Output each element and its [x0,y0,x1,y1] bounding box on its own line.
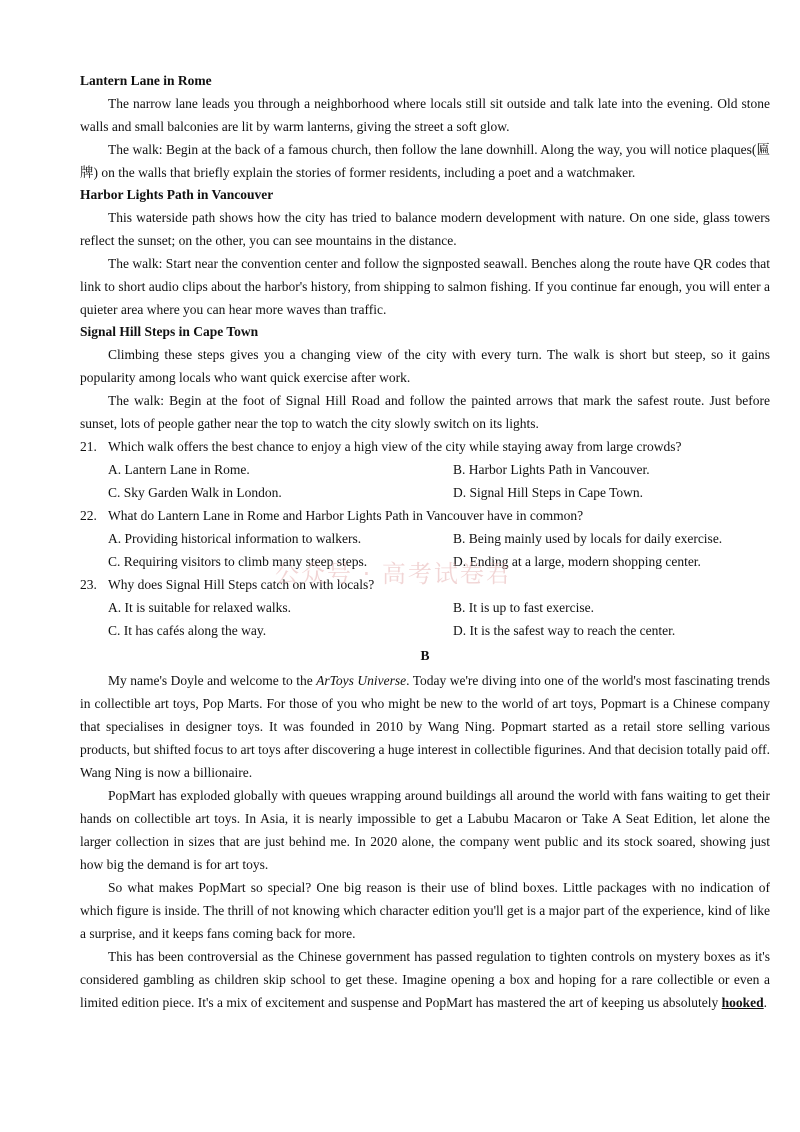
option-c: C. Requiring visitors to climb many steep steps. [108,554,368,569]
underlined-word: hooked [721,995,764,1010]
walk-route: The walk: Begin at the back of a famous church, then follow the lane downhill. Along the way, you will notice plaques(匾牌) on the walls that briefly explain the stories of former residents, including a poet and a watchmaker. [80,142,770,180]
options-21 [80,458,770,504]
question-text: Why does Signal Hill Steps catch on with locals? [108,577,375,592]
option-d: D. Signal Hill Steps in Cape Town. [453,485,644,500]
question-number: 22. [80,508,97,523]
option-b: B. Harbor Lights Path in Vancouver. [453,462,650,477]
passage-text: . [763,995,768,1010]
passage-text: This has been controversial as the Chinese government has passed regulation to tighten controls on mystery boxes as it's considered gambling as children skip school to get these. Imagine opening a box and hoping for a rare collectible or even a limited edition piece. It's a mix of excitement and suspense and PopMart has mastered the art of keeping us absolutely [80,949,770,1010]
question-number: 23. [80,577,97,592]
option-d: D. It is the safest way to reach the center. [453,623,676,638]
option-a: A. Providing historical information to walkers. [108,531,362,546]
option-a: A. It is suitable for relaxed walks. [108,600,291,615]
walk-heading: Signal Hill Steps in Cape Town [80,324,259,339]
question-number: 21. [80,439,97,454]
watermark: 公众号 · 高考试卷君 [275,560,512,588]
question-text: What do Lantern Lane in Rome and Harbor Lights Path in Vancouver have in common? [108,508,584,523]
option-b: B. Being mainly used by locals for daily exercise. [453,531,723,546]
walk-description: This waterside path shows how the city has tried to balance modern development with nature. On one side, glass towers reflect the sunset; on the other, you can see mountains in the distance. [80,210,770,248]
passage-text: . Today we're diving into one of the world's most fascinating trends in collectible art toys, Pop Marts. For those of you who might be new to the world of art toys, Popmart is a Chinese company that specialises in designer toys. It was founded in 2010 by Wang Ning. Popmart started as a retail store selling various products, but shifted focus to art toys after discovering a huge interest in collectible figurines. And that decision totally paid off. Wang Ning is now a billionaire. [80,673,770,780]
show-title: ArToys Universe [316,673,407,688]
section-label: B [420,648,430,663]
question-22 [80,504,770,527]
question-text: Which walk offers the best chance to enjoy a high view of the city while staying away from large crowds? [108,439,682,454]
walk-heading: Lantern Lane in Rome [80,73,212,88]
option-c: C. Sky Garden Walk in London. [108,485,282,500]
question-21 [80,435,770,458]
walk-heading: Harbor Lights Path in Vancouver [80,187,274,202]
question-23 [80,573,770,596]
option-d: D. Ending at a large, modern shopping center. [453,554,701,569]
passage-text: My name's Doyle and welcome to the [108,673,317,688]
option-c: C. It has cafés along the way. [108,623,267,638]
walk-route: The walk: Start near the convention center and follow the signposted seawall. Benches along the route have QR codes that link to short audio clips about the harbor's history, from shipping to salmon fishing. If you continue far enough, you will enter a quieter area where you can hear more waves than traffic. [80,256,770,317]
walk-description: Climbing these steps gives you a changing view of the city with every turn. The walk is short but steep, so it gains popularity among locals who want quick exercise after work. [80,347,770,385]
option-a: A. Lantern Lane in Rome. [108,462,250,477]
exam-page [80,70,770,1014]
passage-paragraph: So what makes PopMart so special? One big reason is their use of blind boxes. Little packages with no indication of which figure is inside. The thrill of not knowing which character edition you'll get is a major part of the experience, kind of like a surprise, and it keeps fans coming back for more. [80,880,770,941]
passage-paragraph [80,669,770,784]
passage-paragraph: PopMart has exploded globally with queues wrapping around buildings all around the world with fans waiting to get their hands on collectible art toys. In Asia, it is nearly impossible to get a Labubu Macaron or Take A Seat Edition, let alone the larger collection in sizes that are just behind me. In 2020 alone, the company went public and its stock soared, showing just how big the demand is for art toys. [80,788,770,872]
passage-paragraph [80,945,770,1014]
options-22 [80,527,770,573]
options-23 [80,596,770,642]
walk-route: The walk: Begin at the foot of Signal Hill Road and follow the painted arrows that mark the safest route. Just before sunset, lots of people gather near the top to watch the city slowly switch on its lights. [80,393,770,431]
walk-description: The narrow lane leads you through a neighborhood where locals still sit outside and talk late into the evening. Old stone walls and small balconies are lit by warm lanterns, giving the street a soft glow. [80,96,770,134]
option-b: B. It is up to fast exercise. [453,600,594,615]
